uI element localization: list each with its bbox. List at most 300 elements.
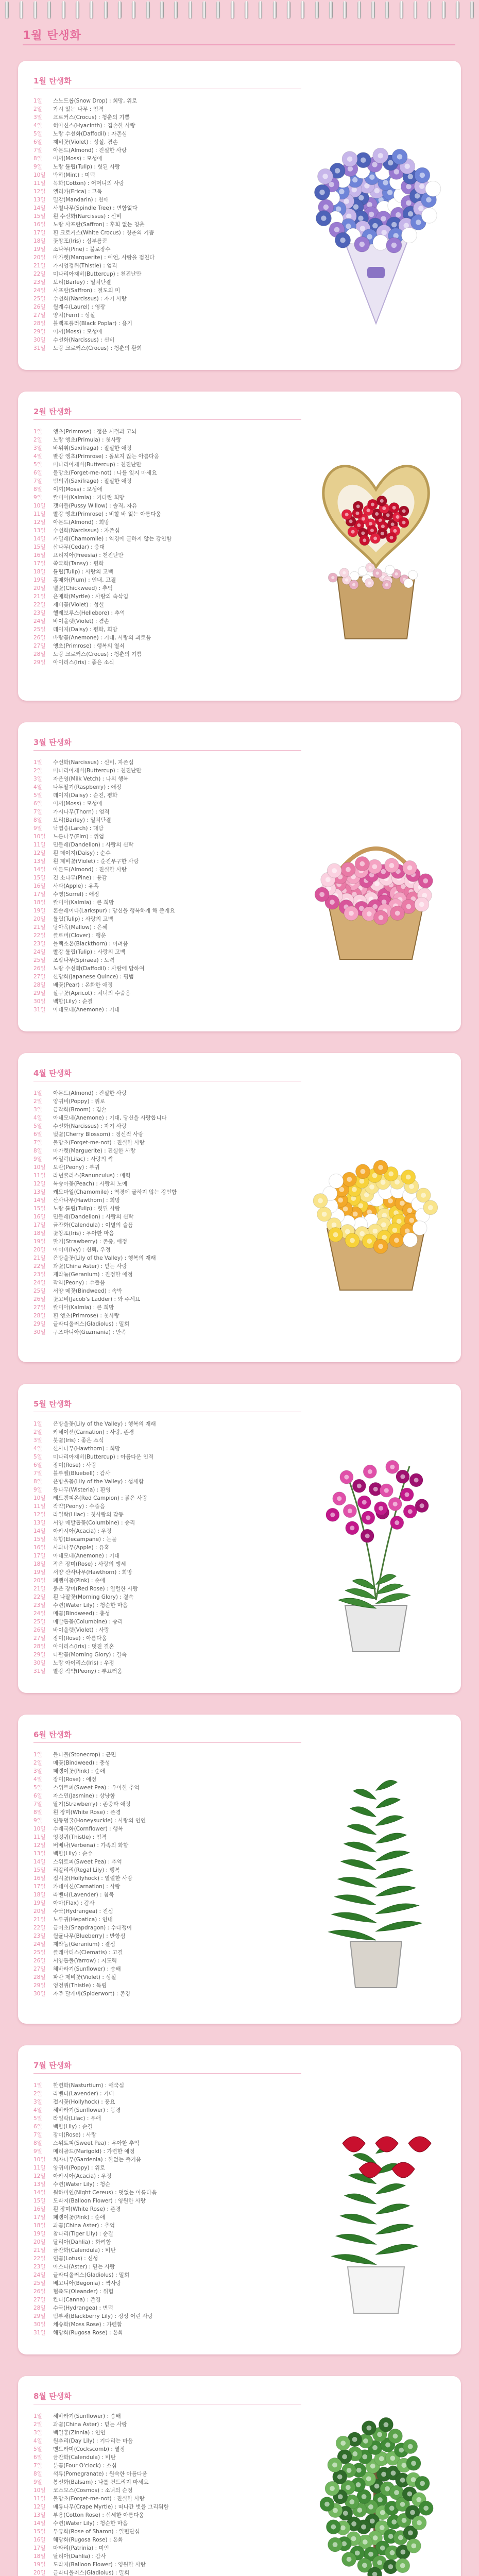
flower-center xyxy=(387,190,393,195)
day-label: 28일 xyxy=(33,1974,46,1980)
flower-meaning: 빨강 앵초(Primrose) : 돌보지 않는 아름다움 xyxy=(53,453,160,460)
list-item xyxy=(33,1229,301,1238)
list-item xyxy=(33,551,301,560)
flower-center xyxy=(337,1496,341,1501)
flower-center xyxy=(366,1515,370,1520)
flower-center xyxy=(350,1238,355,1243)
month-card xyxy=(18,61,461,370)
flower-center xyxy=(381,216,386,222)
flower-meaning: 금작화(Broom) : 겸손 xyxy=(53,1107,107,1113)
spiral-coil xyxy=(259,1,262,19)
day-label: 15일 xyxy=(33,213,46,219)
flower-center xyxy=(343,2511,348,2516)
list-item xyxy=(33,1106,301,1114)
day-label: 27일 xyxy=(33,1304,46,1311)
flower-meaning: 작약(Peony) : 수줍음 xyxy=(53,1503,105,1510)
flower-meaning: 아네모네(Anemone) : 기대 xyxy=(53,1007,120,1013)
leaf xyxy=(350,1807,376,1817)
flower-center xyxy=(370,529,374,532)
list-item xyxy=(33,2453,301,2462)
day-label: 16일 xyxy=(33,222,46,228)
list-item xyxy=(33,171,301,179)
flower-center xyxy=(335,168,340,174)
flower-meaning: 모란(Peony) : 부귀 xyxy=(53,1164,100,1171)
flower-center xyxy=(385,2486,390,2492)
day-label: 25일 xyxy=(33,2280,46,2286)
spiral-coil xyxy=(287,1,290,19)
spiral-coil xyxy=(160,1,164,19)
day-label: 29일 xyxy=(33,1982,46,1989)
flower-center xyxy=(360,242,365,247)
list-item xyxy=(33,138,301,146)
list-item xyxy=(33,1585,301,1593)
day-label: 12일 xyxy=(33,2173,46,2179)
list-item xyxy=(33,1981,301,1990)
day-label: 5일 xyxy=(33,1454,42,1460)
flower-meaning: 노랑 사프란(Saffron) : 후회 없는 청춘 xyxy=(53,222,145,228)
flower-center xyxy=(406,904,411,909)
list-item xyxy=(33,2296,301,2304)
flower-meaning: 캐모마일(Chamomile) : 역경에 굴하지 않는 강인함 xyxy=(53,1189,177,1195)
flower-center xyxy=(399,192,404,198)
list-item xyxy=(33,2304,301,2312)
list-item xyxy=(33,130,301,138)
flower-center xyxy=(374,188,380,194)
list-item xyxy=(33,1320,301,1328)
spiral-coil xyxy=(329,1,333,19)
day-label: 28일 xyxy=(33,982,46,988)
day-label: 12일 xyxy=(33,1512,46,1518)
list-item xyxy=(33,576,301,584)
month-card-body xyxy=(18,1715,461,2024)
flower-meaning: 패랭이꽃(Pink) : 순애 xyxy=(53,2214,106,2221)
list-item xyxy=(33,1287,301,1295)
flower-meaning: 월하미인(Night Cereus) : 덧없는 아름다움 xyxy=(53,2190,157,2196)
list-item xyxy=(33,767,301,775)
list-item xyxy=(33,1866,301,1874)
flower-meaning: 아카시아(Acacia) : 우정 xyxy=(53,2173,112,2179)
day-label: 12일 xyxy=(33,519,46,526)
month-card-body xyxy=(18,392,461,701)
flower-center xyxy=(330,900,335,905)
list-item xyxy=(33,221,301,229)
flower-meaning: 백합(Lily) : 순결 xyxy=(53,2124,93,2130)
birth-flower-list xyxy=(33,758,301,1014)
list-item xyxy=(33,1552,301,1560)
spiral-coil xyxy=(146,1,150,19)
day-label: 26일 xyxy=(33,635,46,641)
flower-meaning: 붓꽃(Iris) : 좋은 소식 xyxy=(53,1437,104,1444)
day-label: 30일 xyxy=(33,1660,46,1666)
flower-meaning: 노랑 튤립(Tulip) : 헛된 사랑 xyxy=(53,164,121,170)
list-item xyxy=(33,1973,301,1981)
leaf xyxy=(376,1904,419,1914)
flower-center xyxy=(374,2484,380,2489)
list-item xyxy=(33,808,301,816)
flower-meaning: 흰 크로커스(White Crocus) : 청춘의 기쁨 xyxy=(53,230,155,236)
list-item xyxy=(33,336,301,344)
day-label: 9일 xyxy=(33,1818,42,1824)
day-label: 20일 xyxy=(33,2570,46,2576)
flower-meaning: 라벤더(Lavender) : 침묵 xyxy=(53,1892,114,1898)
flower-center xyxy=(351,187,357,193)
list-item xyxy=(33,1535,301,1544)
day-label: 10일 xyxy=(33,172,46,178)
flower-center xyxy=(330,2486,335,2491)
flower-center xyxy=(402,521,405,524)
flower-center xyxy=(388,2564,393,2569)
flower-center xyxy=(323,205,329,210)
list-item xyxy=(33,146,301,155)
flower-arrangement-image xyxy=(306,81,446,339)
day-label: 4일 xyxy=(33,2107,42,2113)
month-card-body xyxy=(18,2376,461,2576)
list-item xyxy=(33,634,301,642)
flower-meaning: 클로버(Clover) : 행운 xyxy=(53,933,106,939)
flower-center xyxy=(381,869,386,874)
flower-center xyxy=(409,1218,414,1223)
flower-center xyxy=(379,2456,384,2461)
day-label: 19일 xyxy=(33,246,46,252)
flower-meaning: 이끼(Moss) : 모성애 xyxy=(53,486,102,493)
list-item xyxy=(33,2172,301,2180)
flower-center xyxy=(400,1475,405,1479)
day-label: 9일 xyxy=(33,825,42,832)
leaf xyxy=(347,1824,376,1835)
day-label: 23일 xyxy=(33,2264,46,2270)
day-label: 26일 xyxy=(33,304,46,310)
list-item xyxy=(33,2197,301,2205)
flower-center xyxy=(333,2542,338,2547)
spiral-coil xyxy=(371,1,375,19)
flower-meaning: 산사나무(Hawthorn) : 희망 xyxy=(53,1197,121,1204)
flower-meaning: 소나무(Pine) : 불로장수 xyxy=(53,246,111,252)
flower-center xyxy=(355,512,359,515)
list-item xyxy=(33,874,301,882)
flower-meaning: 협죽도(Oleander) : 위험 xyxy=(53,2289,114,2295)
flower-center xyxy=(369,1184,374,1190)
list-item xyxy=(33,1006,301,1014)
flower-center xyxy=(381,2472,386,2477)
leaf xyxy=(376,2244,418,2255)
flower-center xyxy=(379,1506,383,1511)
spiral-coil xyxy=(189,1,192,19)
flower-center xyxy=(395,179,400,185)
day-label: 17일 xyxy=(33,2214,46,2221)
spiral-coil xyxy=(414,1,417,19)
flower-center xyxy=(408,1238,413,1243)
list-item xyxy=(33,2495,301,2503)
leaf xyxy=(352,1579,376,1589)
list-item xyxy=(33,1188,301,1196)
flower-meaning: 채송화(Moss Rose) : 가련함 xyxy=(53,2321,123,2328)
list-item xyxy=(33,1609,301,1618)
flower-meaning: 범의귀(Saxifrage) : 절실한 애정 xyxy=(53,478,132,484)
flower-meaning: 가시엉겅퀴(Thistle) : 엄격 xyxy=(53,263,117,269)
flower-center xyxy=(369,522,372,526)
list-item xyxy=(33,286,301,295)
list-item xyxy=(33,295,301,303)
day-label: 28일 xyxy=(33,651,46,657)
flower-meaning: 아몬드(Almond) : 희망 xyxy=(53,519,110,526)
day-label: 16일 xyxy=(33,1214,46,1220)
list-item xyxy=(33,2561,301,2569)
flower-meaning: 앵초(Primrose) : 젊은 시절과 고뇌 xyxy=(53,429,137,435)
flower-meaning: 아몬드(Almond) : 진실한 사랑 xyxy=(53,867,127,873)
day-label: 7일 xyxy=(33,2132,42,2138)
flower-center xyxy=(326,877,331,882)
flower-center xyxy=(372,1173,378,1178)
list-item xyxy=(33,163,301,171)
flower-meaning: 패랭이꽃(Pink) : 순애 xyxy=(53,1578,106,1584)
day-label: 7일 xyxy=(33,1801,42,1807)
flower-center xyxy=(407,865,413,870)
flower-center xyxy=(360,226,366,231)
day-label: 1일 xyxy=(33,2082,42,2089)
flower-meaning: 수영(Sorrel) : 애정 xyxy=(53,891,99,897)
spiral-coil xyxy=(104,1,108,19)
flower-meaning: 한련화(Nasturtium) : 애국심 xyxy=(53,2082,125,2089)
day-label: 21일 xyxy=(33,594,46,600)
flower-meaning: 마가렛(Marguerite) : 예언, 사랑을 점친다 xyxy=(53,255,155,261)
list-item xyxy=(33,1792,301,1800)
list-item xyxy=(33,791,301,800)
list-item xyxy=(33,97,301,105)
flower-center xyxy=(383,1190,388,1195)
list-item xyxy=(33,179,301,188)
list-item xyxy=(33,1122,301,1130)
day-label: 25일 xyxy=(33,1619,46,1625)
list-item xyxy=(33,1312,301,1320)
month-card-body xyxy=(18,1384,461,1693)
flower-center xyxy=(332,868,337,873)
day-label: 10일 xyxy=(33,1826,46,1832)
flower-center xyxy=(338,1197,343,1202)
flower-center xyxy=(393,2434,398,2439)
day-label: 2일 xyxy=(33,2091,42,2097)
day-label: 15일 xyxy=(33,2198,46,2204)
list-item xyxy=(33,1601,301,1609)
leaf xyxy=(341,1859,376,1870)
flower-center xyxy=(381,1180,386,1185)
month-card xyxy=(18,1053,461,1362)
list-item xyxy=(33,535,301,543)
basket xyxy=(337,577,415,639)
flower-center xyxy=(418,206,424,211)
list-item xyxy=(33,833,301,841)
flower-center xyxy=(421,1193,426,1198)
day-label: 2일 xyxy=(33,106,42,112)
flower-center xyxy=(365,1534,370,1538)
flower-center xyxy=(380,170,386,175)
day-label: 2일 xyxy=(33,437,42,443)
day-label: 7일 xyxy=(33,1140,42,1146)
day-label: 11일 xyxy=(33,180,46,187)
flower-center xyxy=(420,1213,425,1218)
day-label: 1일 xyxy=(33,429,42,435)
day-label: 19일 xyxy=(33,2562,46,2568)
flower-meaning: 꽃창포(Iris) : 우아한 마음 xyxy=(53,1230,114,1236)
flower-center xyxy=(369,212,374,217)
flower-meaning: 노랑 크로커스(Crocus) : 청춘의 환희 xyxy=(53,345,142,351)
list-item xyxy=(33,1163,301,1172)
flower-center xyxy=(334,227,340,233)
list-item xyxy=(33,1593,301,1601)
day-label: 31일 xyxy=(33,1668,46,1674)
list-item xyxy=(33,650,301,658)
plant-pot xyxy=(350,1941,402,1988)
list-item xyxy=(33,2081,301,2090)
day-label: 17일 xyxy=(33,1222,46,1228)
day-label: 26일 xyxy=(33,1296,46,1302)
flower-meaning: 수국(Hydrangea) : 진심 xyxy=(53,1908,113,1914)
flower-center xyxy=(360,1231,365,1236)
flower-center xyxy=(391,2470,396,2476)
flower-meaning: 엉겅퀴(Thistle) : 독립 xyxy=(53,1982,107,1989)
flower-meaning: 무궁화(Rose of Sharon) : 일편단심 xyxy=(53,2529,140,2535)
leaf xyxy=(376,1851,409,1861)
flower-meaning: 메리골드(Marigold) : 가련한 애정 xyxy=(53,2148,135,2155)
list-item xyxy=(33,1295,301,1303)
day-label: 7일 xyxy=(33,478,42,484)
list-item xyxy=(33,981,301,989)
day-label: 29일 xyxy=(33,990,46,996)
spiral-coil xyxy=(174,1,178,19)
day-label: 1일 xyxy=(33,1090,42,1096)
spiral-coil xyxy=(5,1,9,19)
leaf xyxy=(376,1869,413,1879)
list-item xyxy=(33,1436,301,1445)
flower-meaning: 홍매화(Plum) : 인내, 고결 xyxy=(53,577,116,583)
flower-meaning: 콘솔레이다(Larkspur) : 당신을 행복하게 해 줄게요 xyxy=(53,908,175,914)
flower-meaning: 칸나(Canna) : 존경 xyxy=(53,2297,101,2303)
list-item xyxy=(33,188,301,196)
list-item xyxy=(33,262,301,270)
leaf xyxy=(376,1886,416,1896)
day-label: 17일 xyxy=(33,1553,46,1559)
day-label: 8일 xyxy=(33,1479,42,1485)
flower-center xyxy=(352,1187,357,1192)
month-title: 4월 탄생화 xyxy=(33,1069,72,1078)
day-label: 12일 xyxy=(33,2504,46,2510)
flower-center xyxy=(347,2468,352,2473)
list-item xyxy=(33,2164,301,2172)
day-label: 3일 xyxy=(33,776,42,782)
flower-center xyxy=(405,1492,409,1497)
spiral-coil xyxy=(357,1,361,19)
day-label: 14일 xyxy=(33,2190,46,2196)
flower-meaning: 스위트피(Sweet Pea) : 우아한 추억 xyxy=(53,1785,140,1791)
flower-meaning: 금잔화(Calendula) : 비탄 xyxy=(53,2247,116,2253)
list-item xyxy=(33,1130,301,1139)
flower-meaning: 매발톱꽃(Columbine) : 승리 xyxy=(53,1619,123,1625)
flower-center xyxy=(409,1184,414,1189)
flower-center xyxy=(339,1187,345,1192)
flower-meaning: 수레국화(Cornflower) : 행복 xyxy=(53,1826,124,1832)
flower-meaning: 긴 소나무(Pine) : 용감 xyxy=(53,875,107,881)
flower-center xyxy=(376,571,379,574)
list-item xyxy=(33,1883,301,1891)
day-label: 26일 xyxy=(33,1627,46,1633)
birth-flower-list xyxy=(33,428,301,667)
flower-meaning: 해당화(Rugosa Rose) : 온화 xyxy=(53,2330,124,2336)
flower-meaning: 보리(Barley) : 일치단결 xyxy=(53,279,111,285)
list-item xyxy=(33,857,301,866)
list-item xyxy=(33,2213,301,2222)
day-label: 18일 xyxy=(33,238,46,244)
flower-center xyxy=(358,1203,363,1208)
flower-meaning: 자주 달개비(Spiderwort) : 존경 xyxy=(53,1991,130,1997)
spiral-coil xyxy=(385,1,389,19)
flower-meaning: 아이리스(Iris) : 좋은 소식 xyxy=(53,659,114,666)
day-label: 28일 xyxy=(33,2305,46,2311)
flower-center xyxy=(410,2510,415,2515)
list-item xyxy=(33,841,301,849)
list-item xyxy=(33,1891,301,1899)
flower-arrangement-image xyxy=(306,412,446,670)
flower-meaning: 꽃창포(Iris) : 심부름꾼 xyxy=(53,238,108,244)
list-item xyxy=(33,1800,301,1808)
day-label: 13일 xyxy=(33,1851,46,1857)
list-item xyxy=(33,527,301,535)
flower-meaning: 데이지(Daisy) : 순진, 평화 xyxy=(53,792,118,799)
flower-center xyxy=(358,195,364,201)
day-label: 16일 xyxy=(33,1875,46,1882)
birth-flower-list xyxy=(33,1751,301,1998)
flower-meaning: 앵초(Primrose) : 행복의 열쇠 xyxy=(53,643,125,649)
flower-meaning: 서양 산사나무(Hawthorn) : 희망 xyxy=(53,1569,132,1575)
flower-center xyxy=(415,193,420,199)
list-item xyxy=(33,518,301,527)
list-item xyxy=(33,436,301,444)
flower-center xyxy=(361,1169,366,1174)
day-label: 5일 xyxy=(33,1785,42,1791)
day-label: 19일 xyxy=(33,2231,46,2237)
flower-center xyxy=(347,1177,352,1182)
flower-center xyxy=(398,2535,403,2540)
day-label: 11일 xyxy=(33,1173,46,1179)
list-item xyxy=(33,1817,301,1825)
day-label: 26일 xyxy=(33,2289,46,2295)
flower-meaning: 도라지(Balloon Flower) : 영원한 사랑 xyxy=(53,2198,146,2204)
day-label: 10일 xyxy=(33,1495,46,1501)
flower-meaning: 해바라기(Sunflower) : 숭배 xyxy=(53,1966,121,1972)
flower-meaning: 맨드라미(Cockscomb) : 열정 xyxy=(53,2446,125,2452)
list-item xyxy=(33,303,301,311)
day-label: 4일 xyxy=(33,1446,42,1452)
day-label: 21일 xyxy=(33,263,46,269)
flower-meaning: 달리아(Dahlia) : 화려함 xyxy=(53,2239,111,2245)
list-item xyxy=(33,658,301,667)
month-card-body xyxy=(18,2045,461,2354)
flower-meaning: 박하(Mint) : 미덕 xyxy=(53,172,95,178)
list-item xyxy=(33,1642,301,1651)
month-card-body xyxy=(18,1053,461,1362)
flower-center xyxy=(366,2476,371,2481)
day-label: 7일 xyxy=(33,809,42,815)
flower-meaning: 블루벨(Bluebell) : 감사 xyxy=(53,1470,111,1477)
flower-meaning: 마가렛(Marguerite) : 진실한 사랑 xyxy=(53,1148,136,1154)
flower-center xyxy=(346,213,352,219)
notebook-spiral-binding xyxy=(0,0,479,21)
flower-center xyxy=(346,2485,351,2490)
flower-center xyxy=(356,2482,361,2487)
list-item xyxy=(33,1494,301,1502)
flower-meaning: 엉겅퀴(Thistle) : 엄격 xyxy=(53,1834,107,1840)
flower-center xyxy=(385,583,388,586)
list-item xyxy=(33,940,301,948)
flower-meaning: 붉은 장미(Red Rose) : 열렬한 사랑 xyxy=(53,1586,138,1592)
